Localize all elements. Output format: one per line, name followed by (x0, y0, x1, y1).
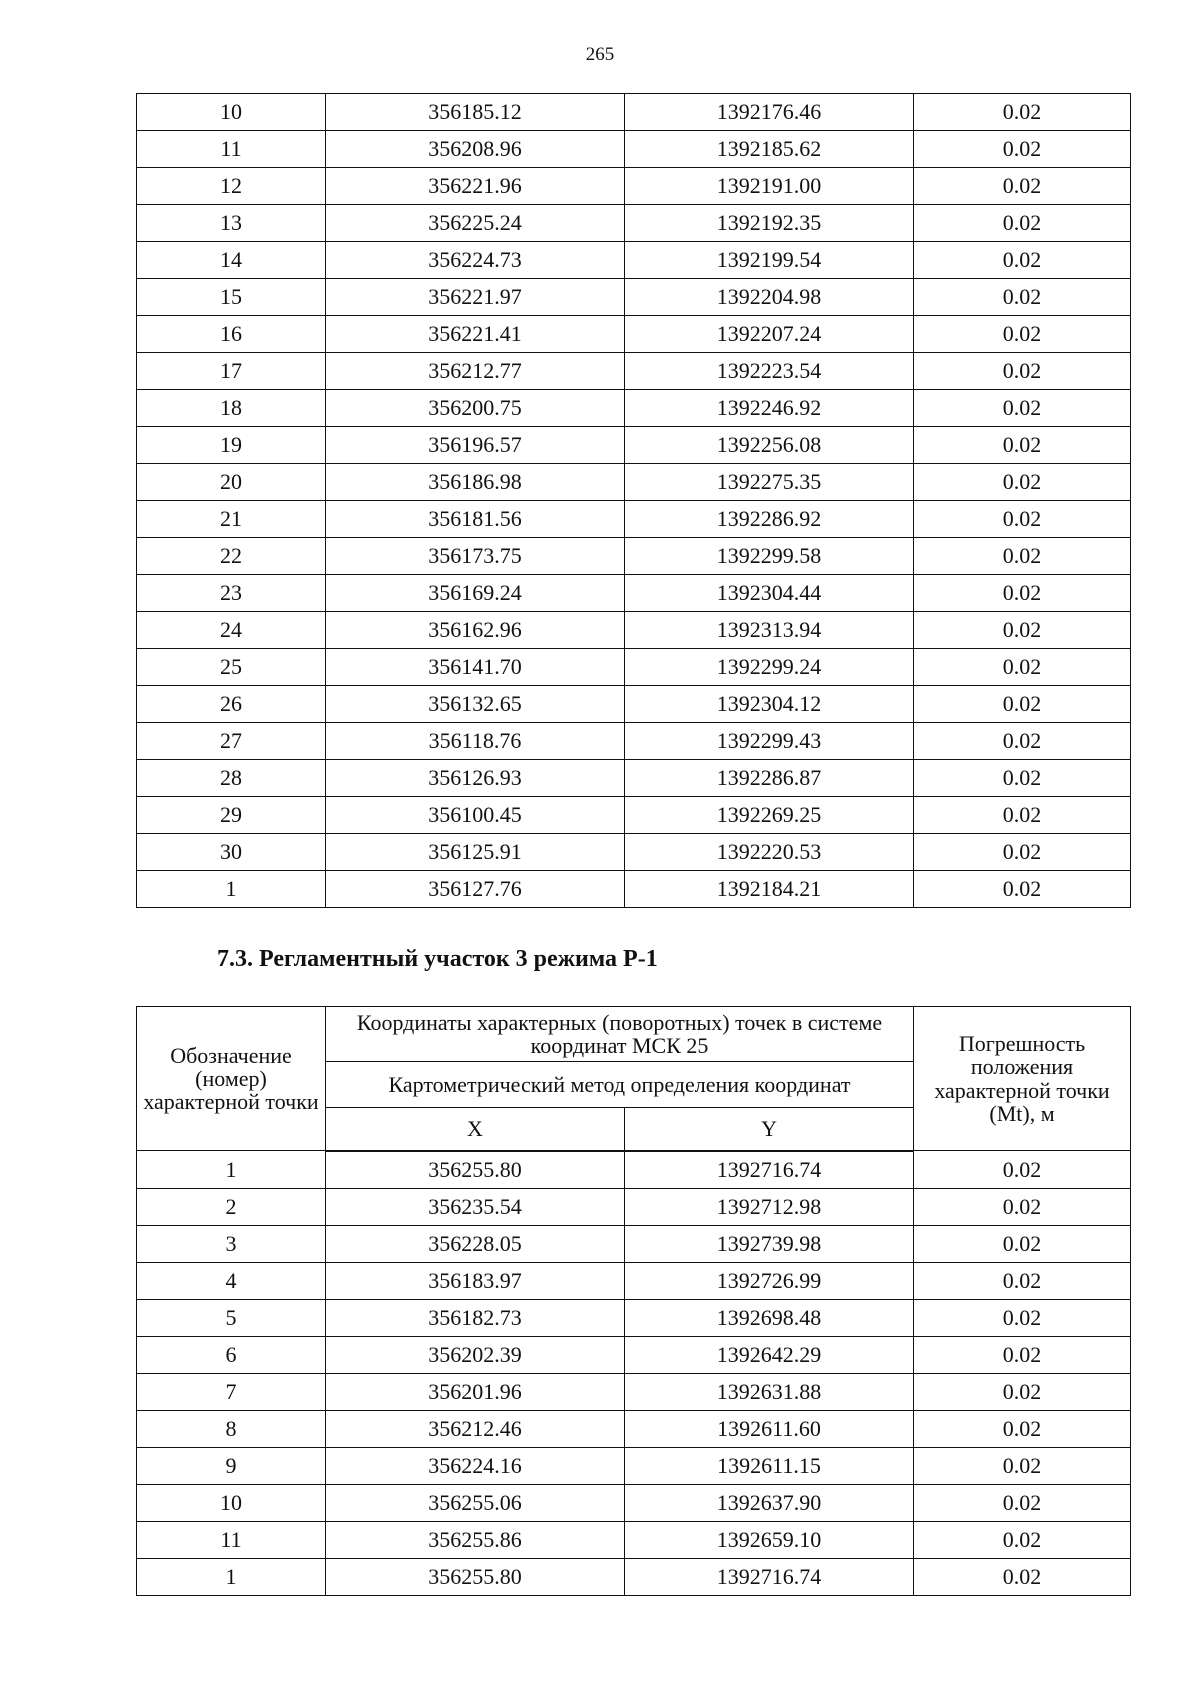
coordinates-table-body (137, 1151, 1131, 1596)
y-coordinate-cell: 1392220.53 (625, 834, 914, 871)
point-number-cell: 13 (137, 205, 326, 242)
point-number-cell: 23 (137, 575, 326, 612)
y-coordinate-cell: 1392223.54 (625, 353, 914, 390)
error-cell: 0.02 (914, 1373, 1131, 1410)
point-number-cell: 1 (137, 1151, 326, 1189)
y-coordinate-cell: 1392184.21 (625, 871, 914, 908)
error-cell: 0.02 (914, 1225, 1131, 1262)
table-row (137, 649, 1131, 686)
y-coordinate-cell: 1392726.99 (625, 1262, 914, 1299)
point-number-cell: 8 (137, 1410, 326, 1447)
point-number-cell: 14 (137, 242, 326, 279)
error-cell: 0.02 (914, 501, 1131, 538)
point-number-cell: 4 (137, 1262, 326, 1299)
point-number-cell: 26 (137, 686, 326, 723)
point-number-cell: 21 (137, 501, 326, 538)
x-coordinate-cell: 356196.57 (326, 427, 625, 464)
error-cell: 0.02 (914, 1484, 1131, 1521)
error-cell: 0.02 (914, 390, 1131, 427)
table-row (137, 612, 1131, 649)
error-cell: 0.02 (914, 464, 1131, 501)
x-coordinate-cell: 356100.45 (326, 797, 625, 834)
error-cell: 0.02 (914, 1299, 1131, 1336)
x-coordinate-cell: 356221.97 (326, 279, 625, 316)
x-coordinate-cell: 356132.65 (326, 686, 625, 723)
error-cell: 0.02 (914, 1188, 1131, 1225)
table-row (137, 797, 1131, 834)
error-cell: 0.02 (914, 649, 1131, 686)
x-coordinate-cell: 356162.96 (326, 612, 625, 649)
y-coordinate-cell: 1392246.92 (625, 390, 914, 427)
table-row (137, 538, 1131, 575)
y-coordinate-cell: 1392659.10 (625, 1521, 914, 1558)
x-coordinate-cell: 356185.12 (326, 94, 625, 131)
coordinates-header: Координаты характерных (поворотных) точек в системе координат МСК 25 (326, 1007, 914, 1062)
y-coordinate-cell: 1392256.08 (625, 427, 914, 464)
table-row (137, 1225, 1131, 1262)
x-coordinate-cell: 356255.80 (326, 1151, 625, 1189)
error-cell: 0.02 (914, 205, 1131, 242)
error-cell: 0.02 (914, 871, 1131, 908)
y-coordinate-cell: 1392642.29 (625, 1336, 914, 1373)
error-cell: 0.02 (914, 575, 1131, 612)
table-row (137, 834, 1131, 871)
x-coordinate-cell: 356126.93 (326, 760, 625, 797)
y-coordinate-cell: 1392286.87 (625, 760, 914, 797)
x-coordinate-cell: 356228.05 (326, 1225, 625, 1262)
table-row (137, 1299, 1131, 1336)
point-number-cell: 3 (137, 1225, 326, 1262)
point-number-cell: 7 (137, 1373, 326, 1410)
point-number-cell: 30 (137, 834, 326, 871)
x-coordinate-cell: 356200.75 (326, 390, 625, 427)
x-coordinate-cell: 356255.80 (326, 1558, 625, 1595)
x-coordinate-cell: 356173.75 (326, 538, 625, 575)
point-number-header: Обозначение (номер) характерной точки (137, 1007, 326, 1151)
point-number-cell: 11 (137, 1521, 326, 1558)
y-coordinate-cell: 1392637.90 (625, 1484, 914, 1521)
table-row (137, 279, 1131, 316)
error-cell: 0.02 (914, 353, 1131, 390)
table-row (137, 501, 1131, 538)
table-row (137, 242, 1131, 279)
x-coordinate-cell: 356212.46 (326, 1410, 625, 1447)
error-cell: 0.02 (914, 686, 1131, 723)
x-coordinate-cell: 356202.39 (326, 1336, 625, 1373)
x-coordinate-cell: 356224.16 (326, 1447, 625, 1484)
point-number-cell: 1 (137, 871, 326, 908)
error-cell: 0.02 (914, 1151, 1131, 1189)
y-coordinate-cell: 1392275.35 (625, 464, 914, 501)
point-number-cell: 19 (137, 427, 326, 464)
table-row (137, 871, 1131, 908)
error-cell: 0.02 (914, 242, 1131, 279)
y-coordinate-cell: 1392739.98 (625, 1225, 914, 1262)
error-cell: 0.02 (914, 131, 1131, 168)
point-number-cell: 28 (137, 760, 326, 797)
x-coordinate-cell: 356221.96 (326, 168, 625, 205)
error-cell: 0.02 (914, 316, 1131, 353)
x-coordinate-cell: 356118.76 (326, 723, 625, 760)
y-coordinate-cell: 1392716.74 (625, 1151, 914, 1189)
point-number-cell: 20 (137, 464, 326, 501)
error-cell: 0.02 (914, 797, 1131, 834)
point-number-cell: 2 (137, 1188, 326, 1225)
table-row (137, 1484, 1131, 1521)
x-coordinate-cell: 356255.86 (326, 1521, 625, 1558)
table-header (137, 1007, 1131, 1151)
table-row (137, 760, 1131, 797)
x-coordinate-cell: 356127.76 (326, 871, 625, 908)
x-coordinate-cell: 356186.98 (326, 464, 625, 501)
y-coordinate-cell: 1392299.24 (625, 649, 914, 686)
y-coordinate-cell: 1392176.46 (625, 94, 914, 131)
method-header: Картометрический метод определения координат (326, 1062, 914, 1108)
error-cell: 0.02 (914, 723, 1131, 760)
point-number-cell: 12 (137, 168, 326, 205)
x-header: X (326, 1108, 625, 1151)
x-coordinate-cell: 356183.97 (326, 1262, 625, 1299)
y-coordinate-cell: 1392204.98 (625, 279, 914, 316)
y-coordinate-cell: 1392313.94 (625, 612, 914, 649)
point-number-cell: 22 (137, 538, 326, 575)
page-number: 265 (585, 44, 615, 65)
error-header: Погрешность положения характерной точки (Mt), м (914, 1007, 1131, 1151)
x-coordinate-cell: 356182.73 (326, 1299, 625, 1336)
y-coordinate-cell: 1392299.43 (625, 723, 914, 760)
error-cell: 0.02 (914, 760, 1131, 797)
point-number-cell: 5 (137, 1299, 326, 1336)
x-coordinate-cell: 356235.54 (326, 1188, 625, 1225)
table-row (137, 94, 1131, 131)
coordinates-table-body (137, 94, 1131, 908)
y-coordinate-cell: 1392611.15 (625, 1447, 914, 1484)
x-coordinate-cell: 356212.77 (326, 353, 625, 390)
point-number-cell: 1 (137, 1558, 326, 1595)
y-coordinate-cell: 1392207.24 (625, 316, 914, 353)
error-cell: 0.02 (914, 612, 1131, 649)
table-row (137, 1373, 1131, 1410)
table-row (137, 1410, 1131, 1447)
y-coordinate-cell: 1392698.48 (625, 1299, 914, 1336)
y-coordinate-cell: 1392199.54 (625, 242, 914, 279)
y-coordinate-cell: 1392712.98 (625, 1188, 914, 1225)
error-cell: 0.02 (914, 94, 1131, 131)
x-coordinate-cell: 356255.06 (326, 1484, 625, 1521)
table-row (137, 723, 1131, 760)
error-cell: 0.02 (914, 279, 1131, 316)
table-row (137, 464, 1131, 501)
point-number-cell: 6 (137, 1336, 326, 1373)
error-cell: 0.02 (914, 168, 1131, 205)
y-coordinate-cell: 1392185.62 (625, 131, 914, 168)
error-cell: 0.02 (914, 834, 1131, 871)
error-cell: 0.02 (914, 1410, 1131, 1447)
x-coordinate-cell: 356208.96 (326, 131, 625, 168)
x-coordinate-cell: 356141.70 (326, 649, 625, 686)
table-row (137, 1262, 1131, 1299)
section-title: 7.3. Регламентный участок 3 режима Р-1 (217, 946, 658, 972)
table-row (137, 427, 1131, 464)
x-coordinate-cell: 356169.24 (326, 575, 625, 612)
table-row (137, 131, 1131, 168)
error-cell: 0.02 (914, 1521, 1131, 1558)
point-number-cell: 10 (137, 94, 326, 131)
table-row (137, 316, 1131, 353)
y-coordinate-cell: 1392192.35 (625, 205, 914, 242)
table-row (137, 575, 1131, 612)
point-number-cell: 16 (137, 316, 326, 353)
y-coordinate-cell: 1392269.25 (625, 797, 914, 834)
point-number-cell: 27 (137, 723, 326, 760)
table-row (137, 205, 1131, 242)
point-number-cell: 18 (137, 390, 326, 427)
x-coordinate-cell: 356224.73 (326, 242, 625, 279)
table-row (137, 1188, 1131, 1225)
table-row (137, 353, 1131, 390)
point-number-cell: 11 (137, 131, 326, 168)
x-coordinate-cell: 356225.24 (326, 205, 625, 242)
point-number-cell: 10 (137, 1484, 326, 1521)
x-coordinate-cell: 356125.91 (326, 834, 625, 871)
y-coordinate-cell: 1392191.00 (625, 168, 914, 205)
point-number-cell: 29 (137, 797, 326, 834)
point-number-cell: 17 (137, 353, 326, 390)
y-coordinate-cell: 1392304.44 (625, 575, 914, 612)
y-header: Y (625, 1108, 914, 1151)
y-coordinate-cell: 1392631.88 (625, 1373, 914, 1410)
x-coordinate-cell: 356221.41 (326, 316, 625, 353)
table-row (137, 1521, 1131, 1558)
coordinates-table-section-3 (136, 1006, 1131, 1596)
error-cell: 0.02 (914, 1262, 1131, 1299)
point-number-cell: 9 (137, 1447, 326, 1484)
table-row (137, 1336, 1131, 1373)
y-coordinate-cell: 1392286.92 (625, 501, 914, 538)
coordinates-table-continued (136, 93, 1131, 908)
y-coordinate-cell: 1392716.74 (625, 1558, 914, 1595)
table-row (137, 390, 1131, 427)
y-coordinate-cell: 1392611.60 (625, 1410, 914, 1447)
error-cell: 0.02 (914, 1447, 1131, 1484)
x-coordinate-cell: 356181.56 (326, 501, 625, 538)
y-coordinate-cell: 1392299.58 (625, 538, 914, 575)
error-cell: 0.02 (914, 1558, 1131, 1595)
point-number-cell: 15 (137, 279, 326, 316)
error-cell: 0.02 (914, 538, 1131, 575)
error-cell: 0.02 (914, 1336, 1131, 1373)
table-row (137, 1151, 1131, 1189)
y-coordinate-cell: 1392304.12 (625, 686, 914, 723)
point-number-cell: 25 (137, 649, 326, 686)
table-row (137, 1558, 1131, 1595)
error-cell: 0.02 (914, 427, 1131, 464)
point-number-cell: 24 (137, 612, 326, 649)
table-row (137, 168, 1131, 205)
table-row (137, 1447, 1131, 1484)
x-coordinate-cell: 356201.96 (326, 1373, 625, 1410)
table-row (137, 686, 1131, 723)
